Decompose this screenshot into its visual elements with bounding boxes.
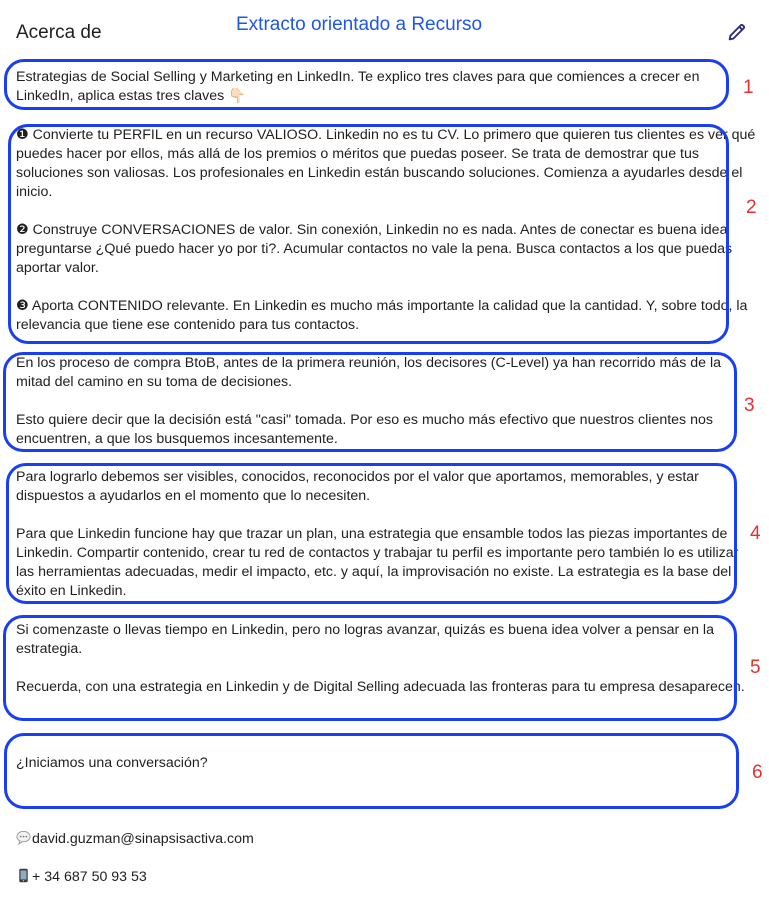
about-paragraph-2: ❶ Convierte tu PERFIL en un recurso VALIOSO. Linkedin no es tu CV. Lo primero que quieren tus clientes es ver qué puedes hacer por ellos, más allá de los premios o méritos que puedas poseer. Se trata de demostrar que tus soluciones son valiosas. Los profesionales en Linkedin están buscando soluciones. Comienza a ayudarles desde el inicio. ❷ Construye CONVERSACIONES de valor. Sin conexión, Linkedin no es nada. Antes de conectar es buena idea preguntarse ¿Qué puedo hacer yo por ti?. Acumular contactos no vale la pena. Busca contactos a los que puedas aportar valor. ❸ Aporta CONTENIDO relevante. En Linkedin es mucho más importante la calidad que la cantidad. Y, sobre todo, la relevancia que tiene ese contenido para tus contactos.: [16, 127, 756, 333]
annotation-title: Extracto orientado a Recurso: [236, 14, 483, 35]
mobile-phone-icon: [16, 868, 31, 883]
about-section-title: Acerca de: [16, 22, 102, 43]
conversation-prompt: ¿Iniciamos una conversación?: [16, 755, 208, 771]
speech-bubble-icon: [16, 830, 31, 845]
about-paragraph-6: [16, 735, 756, 906]
box-number-5: 5: [750, 657, 761, 678]
pencil-icon[interactable]: [726, 21, 748, 43]
box-number-6: 6: [752, 762, 763, 783]
about-paragraph-5: Si comenzaste o llevas tiempo en Linkedin, pero no logras avanzar, quizás es buena idea volver a pensar en la estrategia. Recuerda, con una estrategia en Linkedin y de Digital Selling adecuada las fronteras para tu empresa desaparecen.: [16, 622, 745, 695]
contact-email[interactable]: david.guzman@sinapsisactiva.com: [32, 831, 254, 847]
email-line: [16, 830, 756, 849]
contact-phone[interactable]: + 34 687 50 93 53: [32, 869, 147, 885]
box-number-2: 2: [746, 197, 757, 218]
about-paragraph-3: En los proceso de compra BtoB, antes de la primera reunión, los decisores (C-Level) ya han recorrido más de la mitad del camino en su toma de decisiones. Esto quiere decir que la decisión está "casi" tomada. Por eso es mucho más efectivo que nuestros clientes nos encuentren, a que los busquemos incesantemente.: [16, 355, 721, 447]
box-number-4: 4: [750, 523, 761, 544]
box-number-3: 3: [744, 395, 755, 416]
box-number-1: 1: [743, 77, 754, 98]
about-paragraph-1: Estrategias de Social Selling y Marketing en LinkedIn. Te explico tres claves para que comiences a crecer en LinkedIn, aplica estas tres claves 👇🏻: [16, 69, 700, 104]
about-paragraph-4: Para lograrlo debemos ser visibles, conocidos, reconocidos por el valor que aportamos, memorables, y estar dispuestos a ayudarlos en el momento que lo necesiten. Para que Linkedin funcione hay que trazar un plan, una estrategia que ensamble todos las piezas importantes de Linkedin. Compartir contenido, crear tu red de contactos y trabajar tu perfil es importante pero también lo es utilizar las herramientas adecuadas, medir el impacto, etc. y aquí, la improvisación no existe. La estrategia es la base del éxito en Linkedin.: [16, 469, 739, 599]
phone-line: [16, 868, 756, 887]
